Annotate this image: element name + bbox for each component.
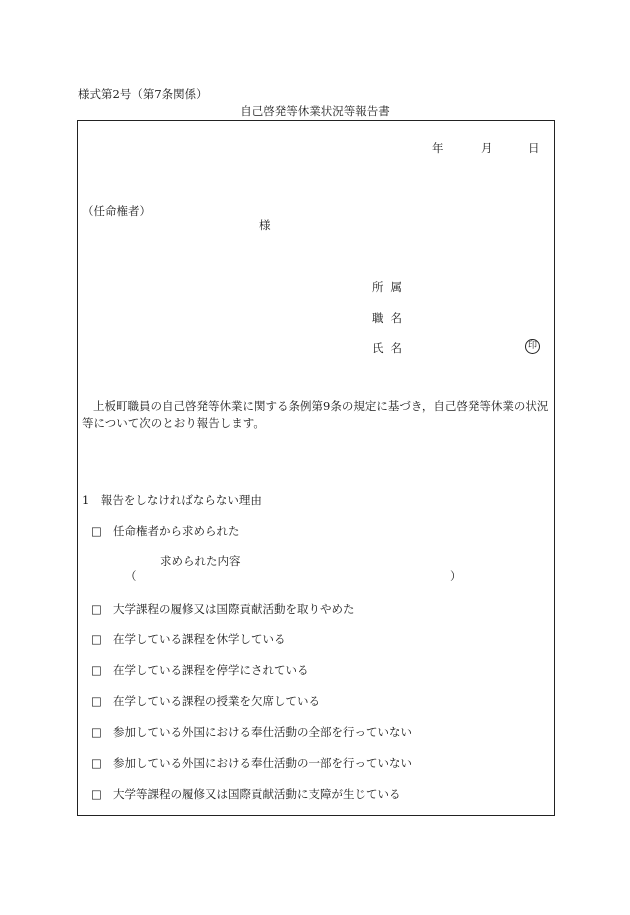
checklist-item[interactable] [91, 693, 320, 709]
checkbox-icon[interactable]: □ [91, 756, 102, 770]
form-title: 自己啓発等休業状況等報告書 [240, 104, 390, 118]
seal-icon: 印 [525, 339, 540, 354]
checkbox-icon[interactable]: □ [91, 694, 102, 708]
appointer-label: （任命権者） [82, 204, 151, 218]
checklist-item[interactable] [91, 601, 355, 617]
checklist-item[interactable] [91, 786, 401, 802]
requested-content-paren-open: （ [125, 569, 137, 583]
date-month-label: 月 [481, 141, 493, 155]
report-statement: 上板町職員の自己啓発等休業に関する条例第9条の規定に基づき，自己啓発等休業の状況等について次のとおり報告します。 [82, 399, 549, 430]
form-number: 様式第2号（第7条関係） [78, 87, 208, 101]
form-border-box [77, 120, 555, 816]
checkbox-icon[interactable]: □ [91, 632, 102, 646]
checklist-item-label: 大学等課程の履修又は国際貢献活動に支障が生じている [113, 787, 401, 801]
checklist-item[interactable] [91, 631, 286, 647]
name-label: 氏名 [372, 341, 409, 355]
checkbox-icon[interactable]: □ [91, 524, 102, 538]
affiliation-label: 所属 [372, 280, 409, 294]
checkbox-icon[interactable]: □ [91, 602, 102, 616]
addressee-suffix: 様 [259, 218, 271, 232]
checkbox-icon[interactable]: □ [91, 663, 102, 677]
requested-content-label: 求められた内容 [160, 554, 241, 568]
job-title-label: 職名 [372, 311, 409, 325]
requested-content-paren-close: ） [450, 569, 462, 583]
checklist-item[interactable] [91, 724, 412, 740]
checklist-item-label: 在学している課程の授業を欠席している [113, 694, 320, 708]
checkbox-icon[interactable]: □ [91, 787, 102, 801]
date-year-label: 年 [432, 141, 444, 155]
date-day-label: 日 [528, 141, 540, 155]
checklist-item-label: 在学している課程を休学している [113, 632, 286, 646]
checklist-item[interactable] [91, 523, 240, 539]
checklist-item-label: 在学している課程を停学にされている [113, 663, 309, 677]
checklist-item-label: 大学課程の履修又は国際貢献活動を取りやめた [113, 602, 355, 616]
checklist-item[interactable] [91, 755, 412, 771]
checklist-item[interactable] [91, 662, 309, 678]
checkbox-icon[interactable]: □ [91, 725, 102, 739]
checklist-item-label: 参加している外国における奉仕活動の一部を行っていない [113, 756, 412, 770]
checklist-item-label: 参加している外国における奉仕活動の全部を行っていない [113, 725, 412, 739]
checklist-item-label: 任命権者から求められた [113, 524, 240, 538]
section-heading: 1 報告をしなければならない理由 [82, 493, 262, 507]
